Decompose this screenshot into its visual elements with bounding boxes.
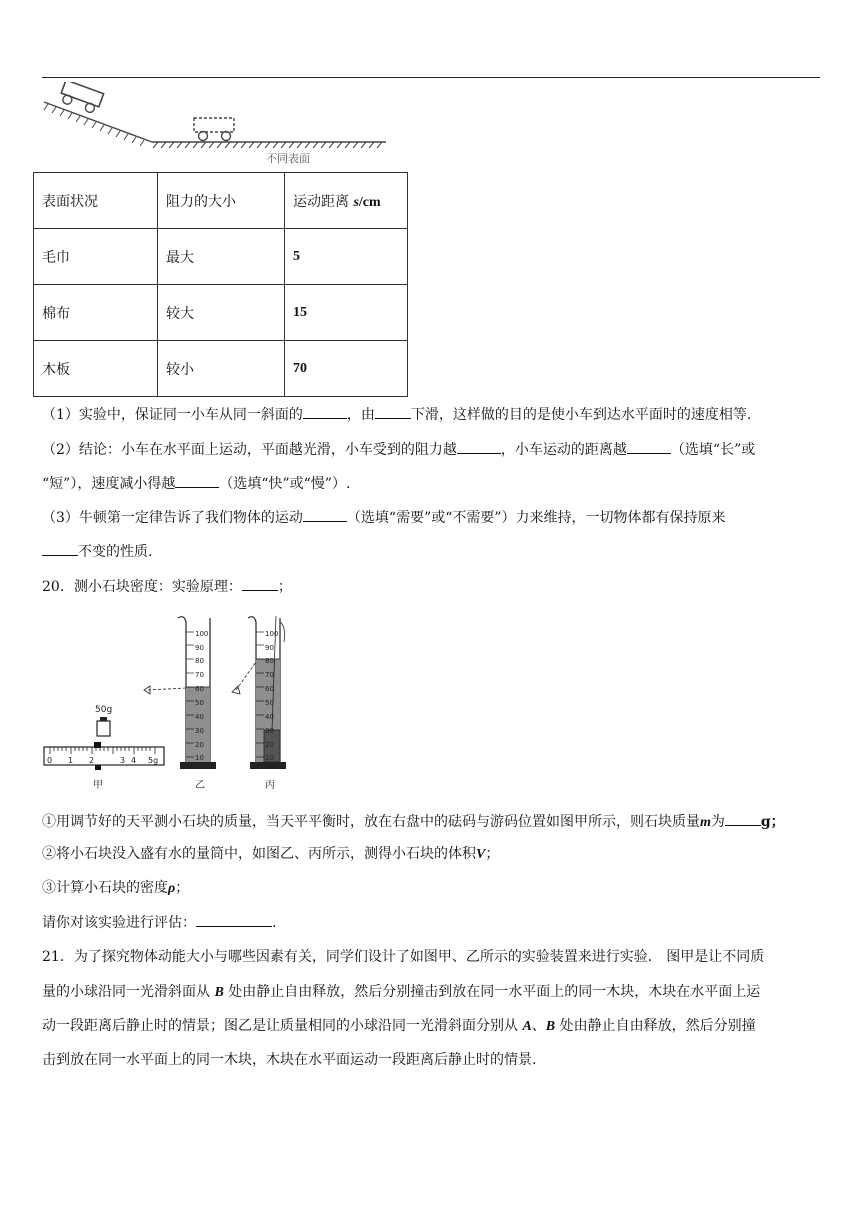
q19-part3 [42, 507, 726, 528]
q19-part2-cont [42, 473, 350, 494]
cylinder-tick: 30 [195, 727, 204, 735]
q21-line3 [42, 1016, 756, 1037]
text: （1）实验中，保证同一小车从同一斜面的 [42, 407, 303, 423]
text: （3）牛顿第一定律告诉了我们物体的运动 [42, 510, 303, 526]
var-rho: ρ [168, 881, 176, 896]
surface-cell: 棉布 [34, 285, 158, 341]
answer-blank[interactable] [242, 576, 278, 591]
ruler-tick: 4 [131, 756, 137, 765]
cylinder-tick: 20 [265, 741, 274, 749]
text: 量的小球沿同一光滑斜面从 [42, 984, 215, 1000]
q19-part2 [42, 439, 755, 460]
text: 下滑，这样做的目的是使小车到达水平面时的速度相等. [410, 407, 752, 423]
cylinder-tick: 60 [265, 685, 274, 693]
cylinder-tick: 50 [195, 699, 204, 707]
caption-yi: 乙 [195, 780, 205, 791]
cylinder-tick: 70 [195, 671, 204, 679]
answer-blank[interactable] [375, 404, 411, 419]
density-measurement-figure [40, 612, 380, 794]
cylinder-tick: 70 [265, 671, 274, 679]
var-v: V [476, 847, 486, 862]
answer-blank[interactable] [42, 541, 78, 556]
cylinder-tick: 90 [195, 644, 204, 652]
resistance-cell: 较小 [158, 341, 285, 397]
weight-icon [97, 721, 110, 736]
text: ①用调节好的天平测小石块的质量，当天平平衡时，放在右盘中的砝码与游码位置如图甲所示，则石块质量 [42, 814, 700, 830]
table-row [34, 229, 408, 285]
cylinder-tick: 50 [265, 699, 274, 707]
q20-title [42, 576, 292, 597]
text: g； [760, 814, 785, 830]
cylinder-bing [232, 616, 286, 791]
answer-blank[interactable] [196, 912, 272, 927]
q21-line1 [42, 947, 764, 967]
ruler-tick: 5g [148, 756, 159, 765]
cylinder-tick: 20 [195, 741, 204, 749]
answer-blank[interactable] [457, 439, 501, 454]
q20-step3 [42, 878, 189, 899]
rider-icon [94, 742, 101, 748]
var-b: B [545, 1019, 556, 1034]
text: ③计算小石块的密度 [42, 880, 168, 896]
q20-step2 [42, 844, 499, 865]
text: （选填“长”或 [670, 442, 756, 458]
text: 20．测小石块密度：实验原理： [42, 579, 242, 595]
cylinder-tick: 10 [195, 754, 204, 762]
q21-line4 [42, 1050, 536, 1070]
text: 为 [710, 814, 725, 830]
var-a: A [522, 1019, 532, 1034]
header-rule [42, 77, 820, 78]
text: ； [485, 846, 500, 862]
text: ； [277, 579, 292, 595]
q19-part3-cont [42, 541, 152, 562]
friction-results-table [33, 172, 408, 397]
answer-blank[interactable] [627, 439, 671, 454]
ruler-tick: 1 [68, 756, 74, 765]
text: 击到放在同一水平面上的同一木块，木块在水平面运动一段距离后静止时的情景. [42, 1052, 537, 1068]
caption-bing: 丙 [265, 780, 275, 791]
cylinder-tick: 60 [195, 685, 204, 693]
text: （选填“需要”或“不需要”）力来维持，一切物体都有保持原来 [346, 510, 726, 526]
text: ，由 [346, 407, 375, 423]
answer-blank[interactable] [175, 473, 219, 488]
var-b: B [214, 985, 224, 1000]
q21-line2 [42, 982, 760, 1003]
cylinder-tick: 10 [265, 754, 274, 762]
cylinder-tick: 100 [265, 630, 279, 638]
text: “短”），速度减小得越 [42, 476, 176, 492]
answer-blank[interactable] [725, 811, 761, 826]
distance-cell: 70 [285, 341, 408, 397]
q20-evaluate [42, 912, 276, 933]
text: 动一段距离后静止时的情景；图乙是让质量相同的小球沿同一光滑斜面分别从 [42, 1018, 523, 1034]
text: ，小车运动的距离越 [500, 442, 627, 458]
ruler-tick: 2 [89, 756, 95, 765]
cylinder-tick: 80 [195, 657, 204, 665]
text: 处由静止自由释放，然后分别撞击到放在同一水平面上的同一木块，木块在水平面上运 [223, 984, 761, 1000]
text: （选填“快”或“慢”）. [219, 476, 351, 492]
incline-cart-figure [40, 82, 400, 168]
table-header-cell: 阻力的大小 [158, 173, 285, 229]
text: 不变的性质. [78, 544, 153, 560]
header-text: 运动距离 [293, 193, 354, 210]
resistance-cell: 较大 [158, 285, 285, 341]
text: ； [175, 880, 190, 896]
q19-part1 [42, 404, 751, 425]
cylinder-tick: 90 [265, 644, 274, 652]
answer-blank[interactable] [303, 507, 347, 522]
figure-caption: 不同表面 [266, 152, 310, 165]
surface-cell: 毛巾 [34, 229, 158, 285]
text: ②将小石块没入盛有水的量筒中，如图乙、丙所示，测得小石块的体积 [42, 846, 476, 862]
cylinder-tick: 40 [265, 713, 274, 721]
surface-cell: 木板 [34, 341, 158, 397]
text: 处由静止自由释放，然后分别撞 [555, 1018, 756, 1034]
cylinder-tick: 30 [265, 727, 274, 735]
resistance-cell: 最大 [158, 229, 285, 285]
var-m: m [700, 815, 711, 830]
table-header-cell [285, 173, 408, 229]
text: 请你对该实验进行评估： [42, 915, 196, 931]
header-var: s [353, 194, 359, 210]
ruler-tick: 3 [120, 756, 126, 765]
ruler-tick: 0 [47, 756, 53, 765]
table-header-row [34, 173, 408, 229]
answer-blank[interactable] [303, 404, 347, 419]
q20-step1 [42, 811, 785, 833]
cylinder-tick: 80 [265, 657, 274, 665]
weight-label: 50g [95, 705, 113, 715]
text: . [272, 915, 277, 931]
caption-jia: 甲 [93, 780, 103, 791]
distance-cell: 5 [285, 229, 408, 285]
table-header-cell: 表面状况 [34, 173, 158, 229]
cylinder-tick: 100 [195, 630, 209, 638]
table-row [34, 285, 408, 341]
distance-cell: 15 [285, 285, 408, 341]
text: 、 [531, 1018, 546, 1034]
header-unit: /cm [358, 194, 381, 210]
text: 21．为了探究物体动能大小与哪些因素有关，同学们设计了如图甲、乙所示的实验装置来进行实验． 图甲是让不同质 [42, 949, 765, 965]
cylinder-tick: 40 [195, 713, 204, 721]
text: （2）结论：小车在水平面上运动，平面越光滑，小车受到的阻力越 [42, 442, 457, 458]
table-row [34, 341, 408, 397]
